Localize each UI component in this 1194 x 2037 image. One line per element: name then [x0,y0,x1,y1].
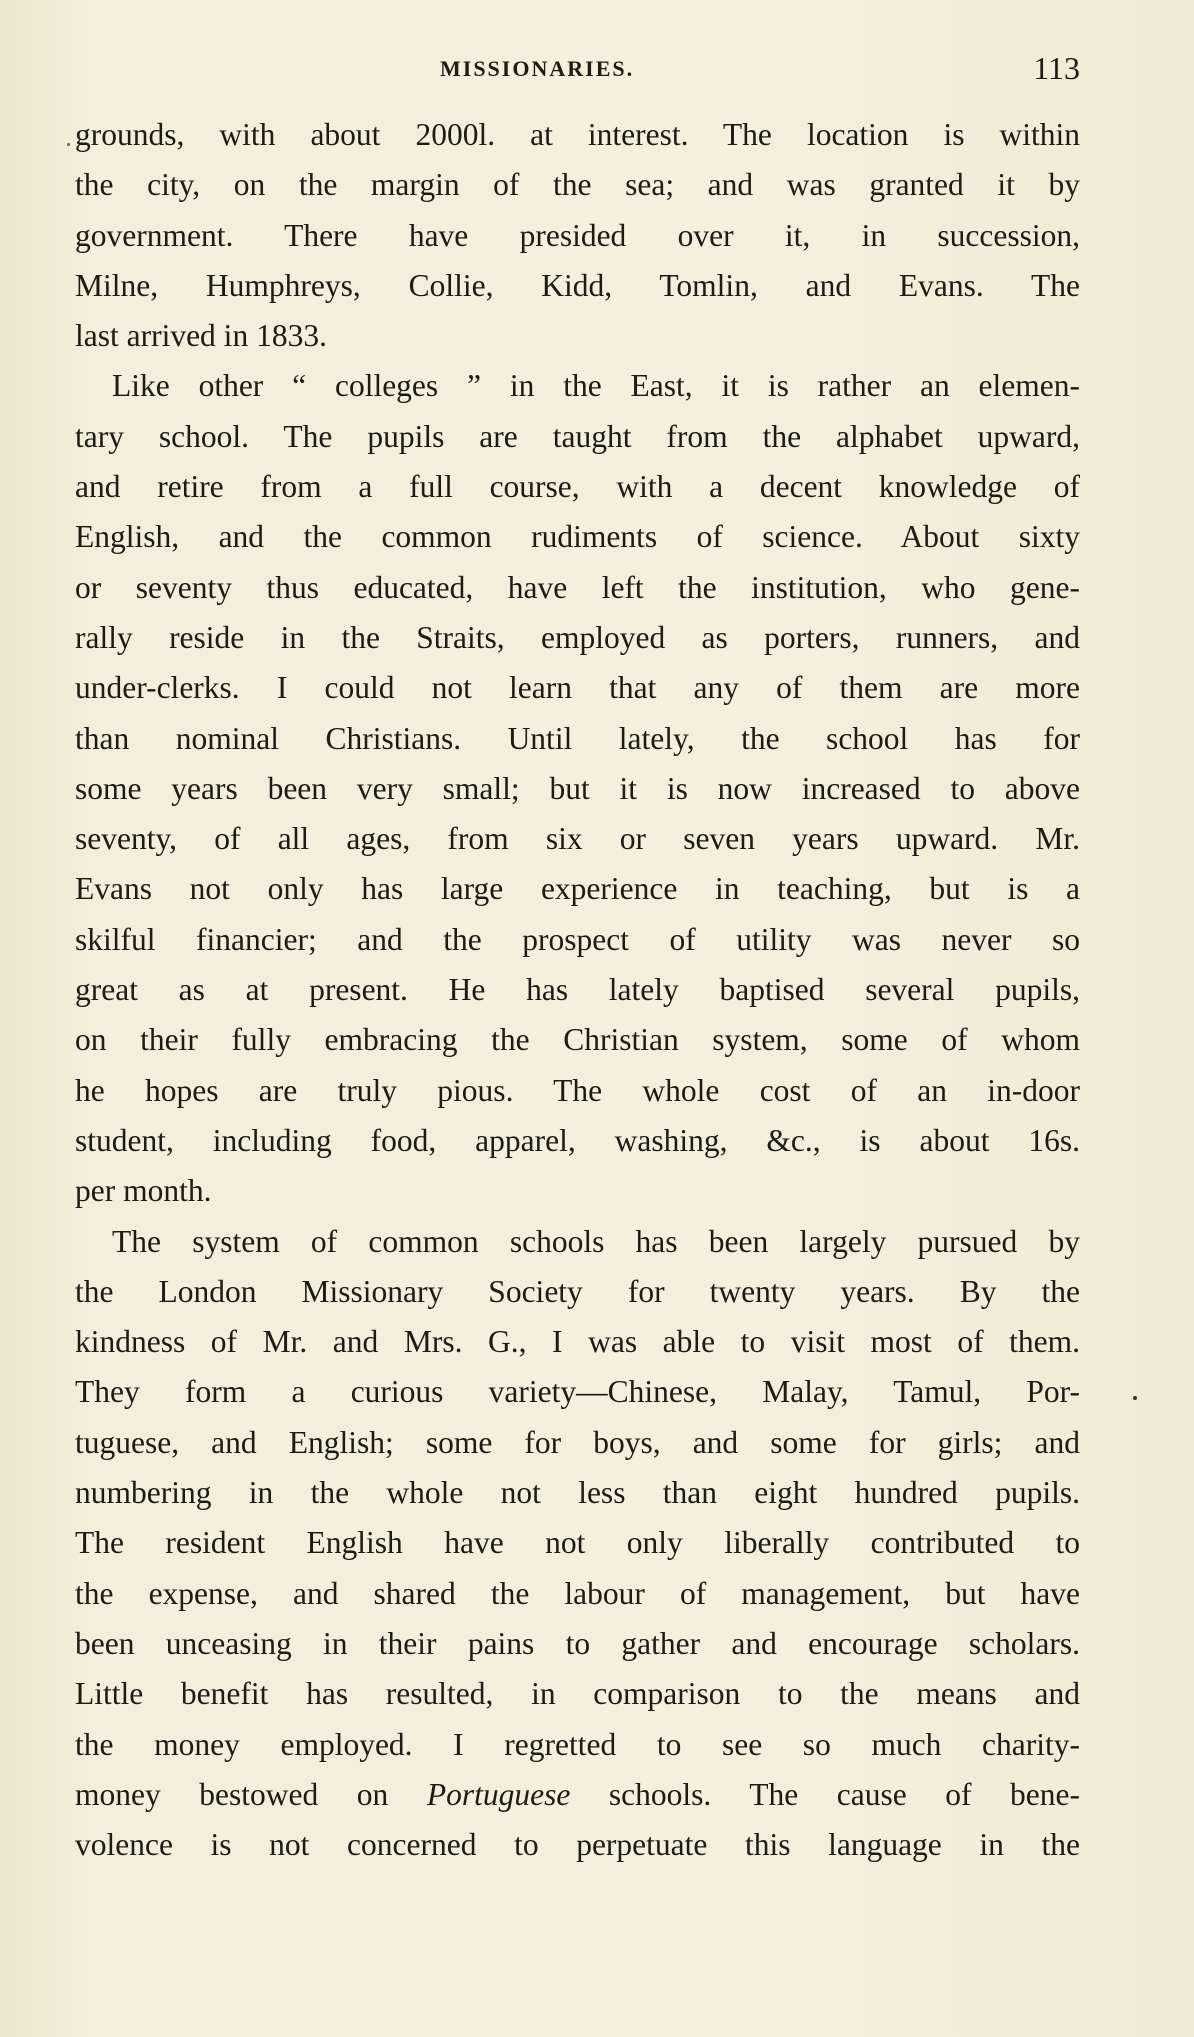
text-line: Little benefit has resulted, in comparison to the means and [75,1676,1080,1712]
text-line: he hopes are truly pious. The whole cost of an in-door [75,1072,1080,1108]
text-line: English, and the common rudiments of science. About sixty [75,519,1080,555]
text-line: rally reside in the Straits, employed as porters, runners, and [75,619,1080,655]
running-title: MISSIONARIES. [440,56,635,81]
text-line: and retire from a full course, with a decent knowledge of [75,469,1080,505]
line-end: schools. The cause of bene- [570,1776,1080,1812]
italic-word: Portuguese [426,1776,571,1812]
text-line: under-clerks. I could not learn that any of them are more [75,670,1080,706]
text-line: government. There have presided over it, in succession, [75,217,1080,253]
text-line: some years been very small; but it is now increased to above [75,770,1080,806]
paragraph-start-line: The system of common schools has been largely pursued by [112,1223,1080,1259]
text-line: than nominal Christians. Until lately, the school has for [75,720,1080,756]
text-line: tuguese, and English; some for boys, and some for girls; and [75,1424,1080,1460]
text-line: the expense, and shared the labour of management, but have [75,1575,1080,1611]
text-line: volence is not concerned to perpetuate this language in the [75,1827,1080,1863]
text-line: great as at present. He has lately baptised several pupils, [75,972,1080,1008]
running-head [75,50,1080,90]
line-start: money bestowed on [75,1776,427,1812]
text-line: been unceasing in their pains to gather and encourage scholars. [75,1625,1080,1661]
text-line: the London Missionary Society for twenty years. By the [75,1273,1080,1309]
text-line: The resident English have not only liberally contributed to [75,1525,1080,1561]
text-line: tary school. The pupils are taught from the alphabet upward, [75,418,1080,454]
text-line: grounds, with about 2000l. at interest. The location is within [75,117,1080,152]
text-line-with-italic [75,1770,1080,1820]
text-line: Evans not only has large experience in teaching, but is a [75,871,1080,907]
text-line: or seventy thus educated, have left the institution, who gene- [75,569,1080,605]
text-line: the money employed. I regretted to see so much charity- [75,1726,1080,1762]
text-line: seventy, of all ages, from six or seven years upward. Mr. [75,821,1080,857]
text-line: on their fully embracing the Christian system, some of whom [75,1022,1080,1058]
paragraph-start-line: Like other “ colleges ” in the East, it is rather an elemen- [112,368,1080,404]
print-speck [67,143,70,146]
text-line: kindness of Mr. and Mrs. G., I was able to visit most of them. [75,1324,1080,1360]
print-speck [1133,1396,1137,1400]
page-number: 113 [1033,50,1080,86]
text-line: per month. [75,1173,212,1209]
text-line: the city, on the margin of the sea; and was granted it by [75,167,1080,203]
text-line: numbering in the whole not less than eight hundred pupils. [75,1475,1080,1511]
text-line: Milne, Humphreys, Collie, Kidd, Tomlin, and Evans. The [75,267,1080,303]
body-text [75,110,1080,1870]
text-line: student, including food, apparel, washing, &c., is about 16s. [75,1122,1080,1158]
text-line: They form a curious variety—Chinese, Malay, Tamul, Por- [75,1374,1080,1410]
text-line: skilful financier; and the prospect of utility was never so [75,921,1080,957]
text-line: last arrived in 1833. [75,318,327,354]
